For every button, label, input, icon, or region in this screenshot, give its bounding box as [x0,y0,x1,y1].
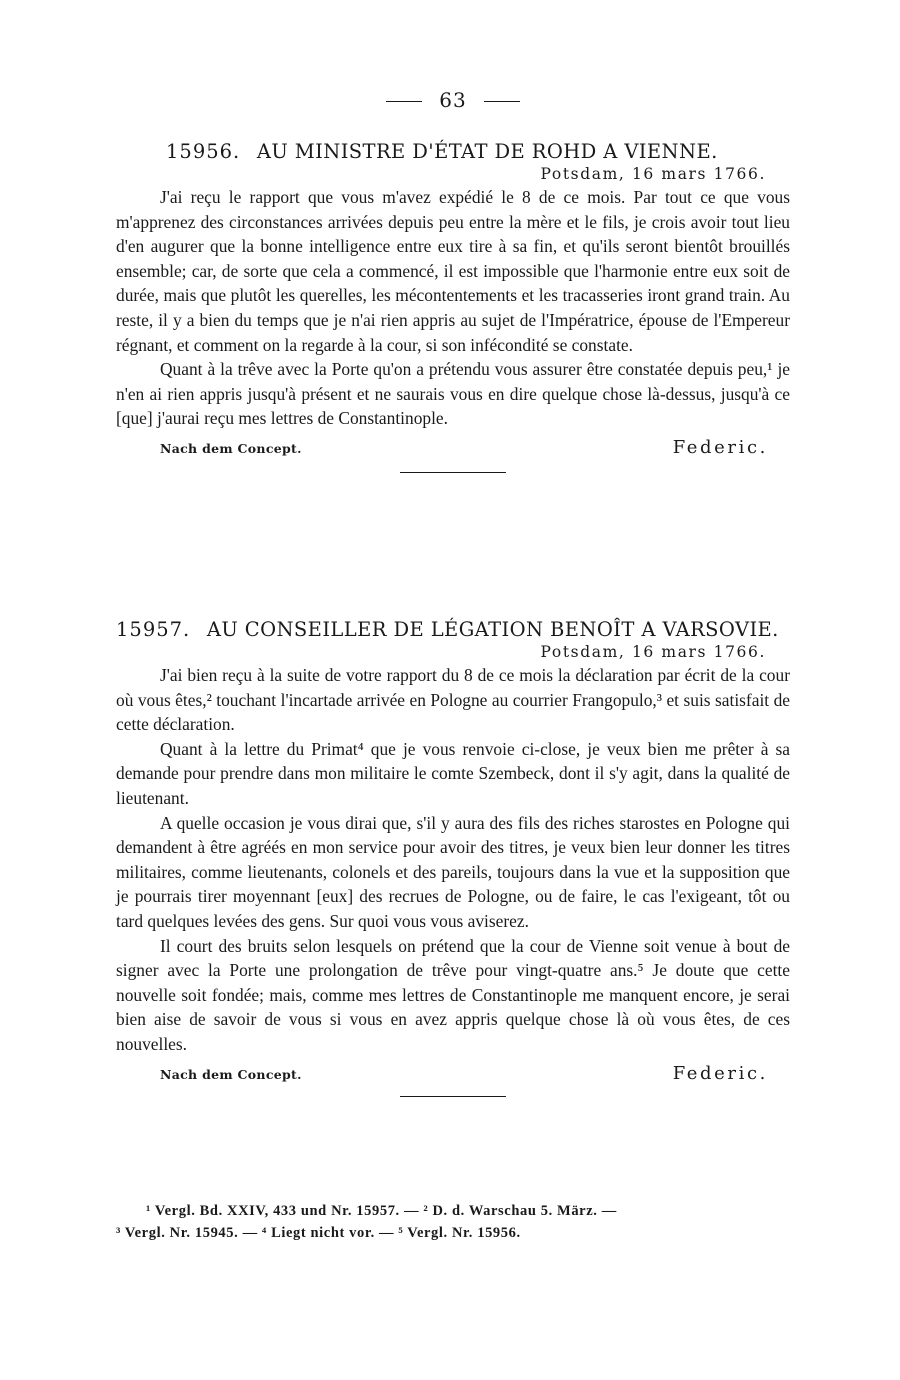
letter-number: 15957. [116,618,191,641]
separator-rule [400,1096,506,1097]
paragraph: A quelle occasion je vous dirai que, s'il y aura des fils des riches starostes en Pologne qui demandent à être agréés en mon service pour avoir des titres, je veux bien leur donner les titres militaires, comme lieutenants, colonels et des pareils, toujours dans la vue et la supposition que je pourrais tirer moyennant [eux] des recrues de Pologne, ou de faire, le cas l'exigeant, tôt ou tard quelques levées des gens. Sur quoi vous vous aviserez. [116,812,790,931]
footnote-line: ³ Vergl. Nr. 15945. — ⁴ Liegt nicht vor. — ⁵ Vergl. Nr. 15956. [116,1225,521,1241]
source-note: Nach dem Concept. [160,1066,302,1082]
letter-15957 [116,618,790,1097]
letter-dateline: Potsdam, 16 mars 1766. [540,643,766,661]
letter-dateline: Potsdam, 16 mars 1766. [540,165,766,183]
separator-rule [400,472,506,473]
letter-closing [116,437,790,458]
letter-heading [116,618,790,641]
letter-body [116,185,790,431]
letter-heading [116,140,790,163]
letter-body [116,663,790,1057]
paragraph: Quant à la lettre du Primat⁴ que je vous renvoie ci-close, je veux bien me prêter à sa demande pour prendre dans mon militaire le comte Szembeck, dont il s'y agit, dans la qualité de lieutenant. [116,738,790,808]
letter-15956 [116,140,790,473]
footnotes [116,1200,790,1244]
header-dash-left [386,101,422,102]
source-note: Nach dem Concept. [160,440,302,456]
paragraph: Il court des bruits selon lesquels on prétend que la cour de Vienne soit venue à bout de signer avec la Porte une prolongation de trêve pour vingt-quatre ans.⁵ Je doute que cette nouvelle soit fondée; mais, comme mes lettres de Constantinople me manquent encore, je serai bien aise de savoir de vous si vous en avez appris quelque chose là où vous êtes, de ces nouvelles. [116,935,790,1054]
letter-title: AU CONSEILLER DE LÉGATION BENOÎT A VARSOVIE. [206,618,779,641]
signature: Federic. [672,1062,768,1084]
footnote-line: ¹ Vergl. Bd. XXIV, 433 und Nr. 15957. — ² D. d. Warschau 5. März. — [146,1203,617,1219]
signature: Federic. [672,436,768,458]
page-header [116,88,790,112]
letter-number: 15956. [166,140,241,163]
paragraph: J'ai reçu le rapport que vous m'avez expédié le 8 de ce mois. Par tout ce que vous m'apprenez des circonstances arrivées depuis peu entre la mère et le fils, je crois avoir tout lieu d'en augurer que la bonne intelligence entre eux tire à sa fin, et qu'ils seront bientôt brouillés ensemble; car, de sorte que cela a commencé, il est impossible que l'harmonie entre eux soit de durée, mais que plutôt les querelles, les mécontentements et les tracasseries iront grand train. Au reste, il y a bien du temps que je n'ai rien appris au sujet de l'Impératrice, épouse de l'Empereur régnant, et comment on la regarde à la cour, si son infécondité se constate. [116,187,790,355]
paragraph: J'ai bien reçu à la suite de votre rapport du 8 de ce mois la déclaration par écrit de la cour où vous êtes,² touchant l'incartade arrivée en Pologne au courrier Frangopulo,³ et suis satisfait de cette déclaration. [116,665,790,735]
paragraph: Quant à la trêve avec la Porte qu'on a prétendu vous assurer être constatée depuis peu,¹ je n'en ai rien appris jusqu'à présent et ne saurais vous en dire quelque chose là-dessus, jusqu'à ce [que] j'aurai reçu mes lettres de Constantinople. [116,359,790,429]
letter-title: AU MINISTRE D'ÉTAT DE ROHD A VIENNE. [256,140,718,163]
header-dash-right [484,101,520,102]
letter-closing [116,1063,790,1084]
page-number: 63 [439,88,467,112]
